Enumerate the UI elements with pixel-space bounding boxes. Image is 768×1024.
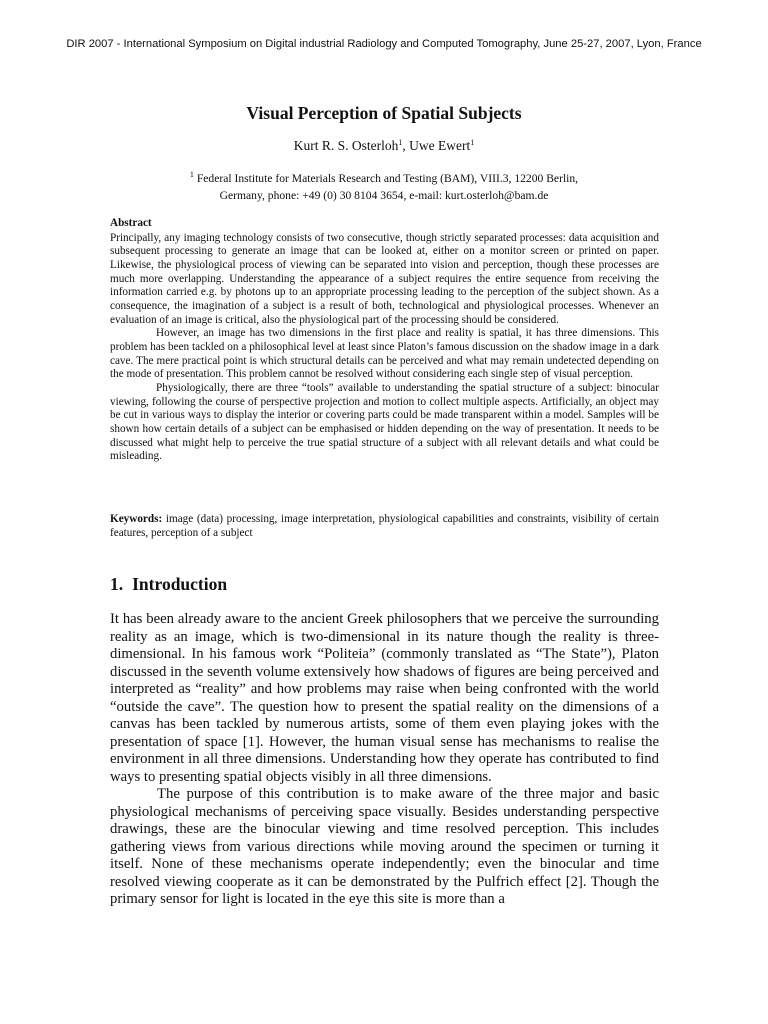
author-name: Uwe Ewert (409, 138, 471, 153)
body-paragraph: It has been already aware to the ancient Greek philosophers that we perceive the surrounding reality as an image, which is two-dimensional in its nature though the reality is three-dimensional. In his famous work “Politeia” (commonly translated as “The State”), Platon discussed in the seventh volume extensively how shadows of figures are being perceived and interpreted as “reality” and how problems may raise when being confronted with the world “outside the cave”. The question how to present the spatial reality on the dimensions of a canvas has been tackled by numerous artists, some of them even playing jokes with the presentation of space [1]. However, the human visual sense has mechanisms to realise the environment in all three dimensions. Understanding how they operate has contributed to find ways to presenting spatial objects visibly in all three dimensions. (110, 611, 659, 785)
keywords-text: image (data) processing, image interpretation, physiological capabilities and constraints, visibility of certain features, perception of a subject (110, 513, 659, 539)
affiliation-institute: Federal Institute for Materials Research and Testing (BAM), VIII.3, 12200 Berlin, (196, 172, 579, 185)
section-heading-introduction (110, 574, 227, 595)
abstract-paragraph: Principally, any imaging technology consists of two consecutive, though strictly separated processes: data acquisition and subsequent processing to generate an image that can be looked at, either on a monitor screen or printed on paper. Likewise, the physiological process of viewing can be separated into vision and perception, though these processes are much more overlapping. Understanding the appearance of a subject requires the entire sequence from receiving the information carried e.g. by photons up to an appropriate processing leading to the perception of the subject shown. As a consequence, the imagination of a subject is a result of both, technological and physiological processes. Whenever an evaluation of an image is critical, also the physiological part of the processing should be considered. (110, 231, 659, 326)
affiliation-contact: Germany, phone: +49 (0) 30 8104 3654, e-mail: kurt.osterloh@bam.de (219, 189, 549, 202)
affiliation-mark: 1 (189, 170, 194, 179)
keywords-label: Keywords: (110, 513, 163, 525)
paper-title: Visual Perception of Spatial Subjects (246, 103, 522, 123)
author-list (0, 138, 768, 154)
affiliation-mark: 1 (398, 138, 403, 147)
abstract-heading: Abstract (110, 217, 152, 229)
keywords-section (110, 512, 659, 540)
running-header: DIR 2007 - International Symposium on Digital industrial Radiology and Computed Tomography, June 25-27, 2007, Lyon, France (66, 38, 702, 50)
introduction-body (110, 611, 659, 909)
body-paragraph: The purpose of this contribution is to make aware of the three major and basic physiological mechanisms of perceiving space visually. Besides understanding perspective drawings, these are the binocular viewing and time resolved perception. This includes gathering views from various directions while moving around the specimen or turning it itself. None of these mechanisms operate independently; even the binocular and time resolved viewing cooperate as it can be demonstrated by the Pulfrich effect [2]. Though the primary sensor for light is located in the eye this site is more than a (110, 786, 659, 907)
abstract-paragraph: However, an image has two dimensions in the first place and reality is spatial, it has three dimensions. This problem has been tackled on a philosophical level at least since Platon’s famous discussion on the shadow image in a dark cave. The mere practical point is which structural details can be perceived and what may remain undetected depending on the mode of presentation. This problem cannot be resolved without considering each single step of visual perception. (110, 327, 659, 381)
affiliation (0, 170, 768, 204)
affiliation-mark: 1 (470, 138, 475, 147)
section-title: Introduction (132, 574, 228, 594)
author-name: Kurt R. S. Osterloh (293, 138, 399, 153)
section-number: 1. (110, 574, 124, 594)
affiliation-line (0, 170, 768, 187)
abstract-paragraph: Physiologically, there are three “tools” available to understanding the spatial structure of a subject: binocular viewing, following the course of perspective projection and motion to collect multiple aspects. Artificially, an object may be cut in various ways to display the interior or covering parts could be made transparent within a model. Samples will be shown how certain details of a subject can be emphasised or hidden depending on the way of presentation. It needs to be discussed what might help to perceive the true spatial structure of a subject with all relevant details and what could be misleading. (110, 381, 659, 463)
abstract-section (110, 217, 659, 464)
author-separator: , (402, 138, 410, 153)
